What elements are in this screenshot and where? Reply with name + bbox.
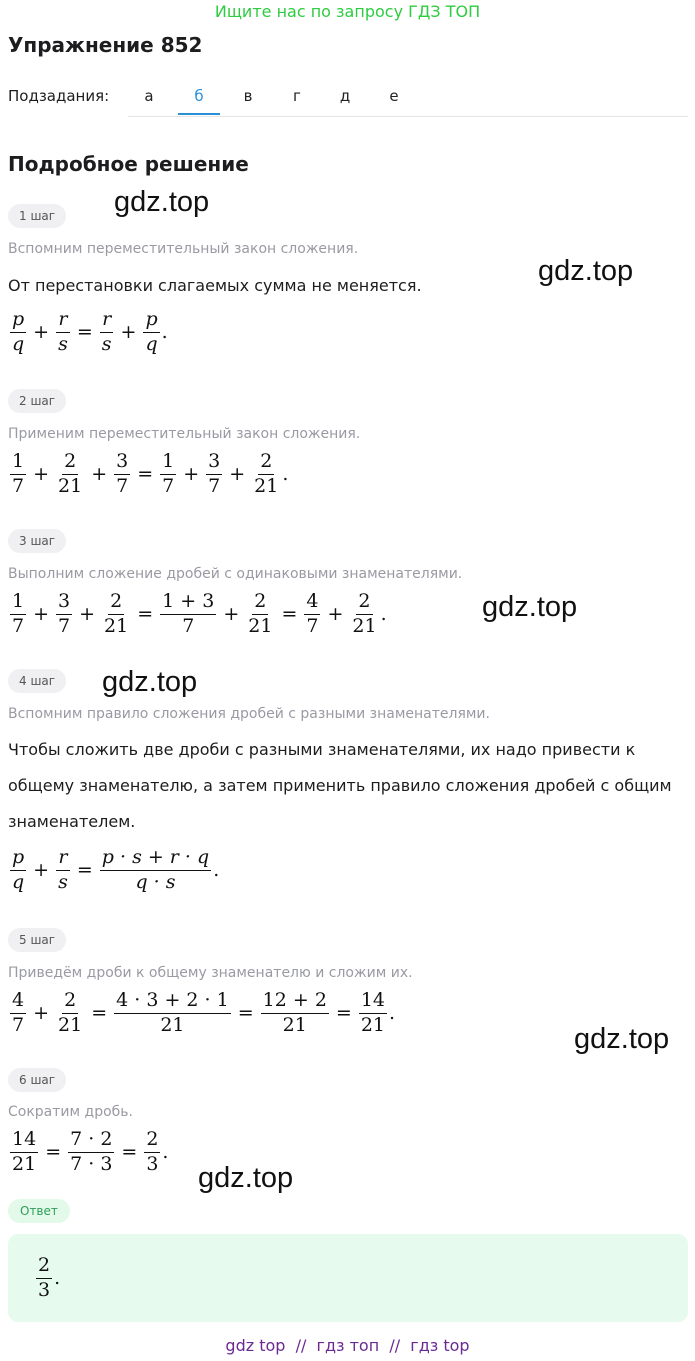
fraction: $\frac{p}{q}$ (12, 845, 25, 893)
step-text-line: общему знаменателю, а затем применить правило сложения дробей с общим (8, 776, 672, 795)
fraction: $\frac{1}{7}$ (162, 449, 175, 497)
fraction: $\frac{p \cdot s + r \cdot q}{q \cdot s}$ (101, 845, 210, 893)
fraction: $\frac{2}{3}$ (146, 1127, 159, 1175)
step-text-line: Чтобы сложить две дроби с разными знаменателями, их надо привести к (8, 740, 636, 759)
step-hint: Вспомним переместительный закон сложения. (8, 241, 359, 257)
formula: $\frac{1}{7}$ + $\frac{2}{21}$ + $\frac{3}{7}$ = $\frac{1}{7}$ + $\frac{3}{7}$ + $\frac{2}{21}$ . (12, 449, 289, 497)
fraction: $\frac{2}{21}$ (58, 988, 83, 1036)
formula: $\frac{14}{21}$ = $\frac{7 \cdot 2}{7 \cdot 3}$ = $\frac{2}{3}$ . (12, 1127, 169, 1175)
fraction: $\frac{r}{s}$ (58, 845, 68, 893)
watermark: gdz.top (102, 666, 198, 698)
fraction: $\frac{7 \cdot 2}{7 \cdot 3}$ (70, 1127, 113, 1175)
fraction: $\frac{12 + 2}{21}$ (262, 988, 327, 1036)
watermark: gdz.top (114, 186, 210, 218)
step-hint: Применим переместительный закон сложения. (8, 426, 361, 442)
page-title: Упражнение 852 (8, 33, 203, 57)
step-text-line: знаменателем. (8, 812, 136, 831)
tab-d[interactable]: д (339, 87, 351, 105)
step-hint: Вспомним правило сложения дробей с разными знаменателями. (8, 706, 490, 722)
formula: $\frac{p}{q}$ + $\frac{r}{s}$ = $\frac{r}{s}$ + $\frac{p}{q}$ . (12, 307, 168, 355)
tab-g[interactable]: г (293, 87, 301, 105)
step-hint: Сократим дробь. (8, 1104, 133, 1120)
formula: $\frac{p}{q}$ + $\frac{r}{s}$ = $\frac{p \cdot s + r \cdot q}{q \cdot s}$ . (12, 845, 220, 893)
watermark: gdz.top (574, 1023, 670, 1055)
step-hint: Приведём дроби к общему знаменателю и сложим их. (8, 965, 413, 981)
fraction: $\frac{14}{21}$ (360, 988, 386, 1036)
fraction: $\frac{2}{21}$ (254, 449, 279, 497)
fraction: $\frac{2}{21}$ (58, 449, 83, 497)
tab-b[interactable]: б (178, 78, 220, 115)
fraction: $\frac{3}{7}$ (208, 449, 221, 497)
tab-e[interactable]: е (389, 87, 399, 105)
fraction: $\frac{1}{7}$ (12, 589, 25, 637)
fraction: $\frac{4}{7}$ (12, 988, 25, 1036)
fraction: $\frac{p}{q}$ (12, 307, 25, 355)
fraction: $\frac{2}{21}$ (104, 589, 129, 637)
fraction: $\frac{3}{7}$ (116, 449, 129, 497)
step-badge: 1 шаг (8, 204, 66, 228)
fraction: $\frac{3}{7}$ (58, 589, 71, 637)
step-badge: 5 шаг (8, 928, 66, 952)
fraction: $\frac{4}{7}$ (306, 589, 319, 637)
solution-title: Подробное решение (8, 152, 249, 176)
step-badge: 3 шаг (8, 529, 66, 553)
fraction: $\frac{2}{21}$ (248, 589, 273, 637)
top-banner: Ищите нас по запросу ГДЗ ТОП (214, 2, 481, 21)
fraction: $\frac{14}{21}$ (12, 1127, 37, 1175)
answer-formula: $\frac{2}{3}$ . (38, 1253, 61, 1301)
formula: $\frac{4}{7}$ + $\frac{2}{21}$ = $\frac{4 \cdot 3 + 2 \cdot 1}{21}$ = $\frac{12 + 2}{21}$ = $\frac{14}{21}$ . (12, 988, 396, 1036)
step-text: От перестановки слагаемых сумма не меняется. (8, 276, 422, 295)
watermark: gdz.top (538, 255, 634, 287)
watermark: gdz.top (198, 1162, 294, 1194)
subtasks-label: Подзадания: (8, 87, 110, 105)
footer-links[interactable]: gdz top // гдз топ // гдз top (225, 1336, 470, 1355)
step-badge: 2 шаг (8, 389, 66, 413)
fraction: $\frac{4 \cdot 3 + 2 \cdot 1}{21}$ (116, 988, 229, 1036)
step-badge: 6 шаг (8, 1068, 66, 1092)
fraction: $\frac{r}{s}$ (101, 307, 112, 355)
fraction: $\frac{r}{s}$ (58, 307, 68, 355)
formula: $\frac{1}{7}$ + $\frac{3}{7}$ + $\frac{2}{21}$ = $\frac{1 + 3}{7}$ + $\frac{2}{21}$ = $\frac{4}{7}$ + $\frac{2}{21}$ . (12, 589, 387, 637)
fraction: $\frac{2}{21}$ (352, 589, 377, 637)
fraction: $\frac{p}{q}$ (145, 307, 158, 355)
tab-v[interactable]: в (243, 87, 253, 105)
fraction: $\frac{1 + 3}{7}$ (162, 589, 215, 637)
fraction: $\frac{2}{3}$ (38, 1253, 51, 1301)
answer-badge: Ответ (8, 1199, 70, 1223)
answer-box (8, 1234, 688, 1322)
step-hint: Выполним сложение дробей с одинаковыми знаменателями. (8, 566, 463, 582)
subtask-tabs (128, 78, 688, 117)
fraction: $\frac{1}{7}$ (12, 449, 25, 497)
tab-a[interactable]: а (144, 87, 154, 105)
watermark: gdz.top (482, 591, 578, 623)
step-badge: 4 шаг (8, 669, 66, 693)
